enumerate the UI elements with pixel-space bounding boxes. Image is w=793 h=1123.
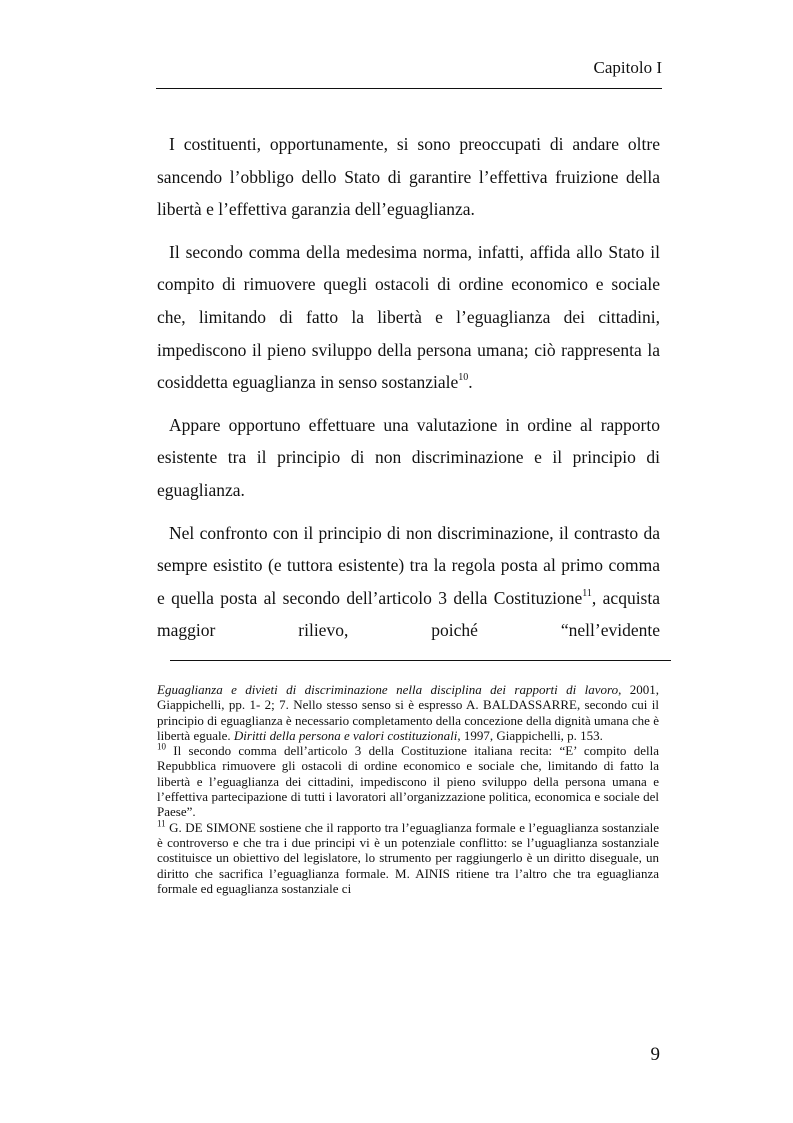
footnote-cont-text-1: , 2001, Giappichelli, pp. 1- 2; 7. Nello stesso senso si è espresso A. BALDASSARRE, secondo cui il principio di eguaglianza è necessario completamento della concezione della dignità umana che è libertà eguale. <box>157 682 659 743</box>
footnote-10-text: Il secondo comma dell’articolo 3 della Costituzione italiana recita: “E’ compito della Repubblica rimuovere gli ostacoli di ordine economico e sociale che, limitando di fatto la libertà e l’eguaglianza dei cittadini, impediscono il pieno sviluppo della persona umana e l’effettiva partecipazione di tutti i lavoratori all’organizzazione politica, economica e sociale del Paese”. <box>157 743 659 820</box>
footnote-cont-text-2: , 1997, Giappichelli, p. 153. <box>457 727 603 743</box>
paragraph-4 <box>157 517 660 647</box>
paragraph-4-text: Nel confronto con il principio di non discriminazione, il contrasto da sempre esistito (e tuttora esistente) tra la regola posta al primo comma e quella posta al secondo dell’articolo 3 della Costituzione <box>157 522 660 608</box>
footnote-ref-10: 10 <box>458 372 469 384</box>
paragraph-2-end: . <box>468 372 473 393</box>
footnote-11 <box>157 820 659 896</box>
footnote-10 <box>157 743 659 819</box>
footnote-rule <box>170 660 671 661</box>
paragraph-1-text: I costituenti, opportunamente, si sono preoccupati di andare oltre sancendo l’obbligo dello Stato di garantire l’effettiva fruizione della libertà e l’effettiva garanzia dell’eguaglianza. <box>157 134 660 220</box>
paragraph-3 <box>157 409 660 507</box>
footnote-cont-title: Eguaglianza e divieti di discriminazione nella disciplina dei rapporti di lavoro <box>157 682 619 697</box>
paragraph-2 <box>157 236 660 399</box>
body-text <box>157 128 660 657</box>
running-header: Capitolo I <box>593 58 662 77</box>
paragraph-2-text: Il secondo comma della medesima norma, infatti, affida allo Stato il compito di rimuovere quegli ostacoli di ordine economico e sociale che, limitando di fatto la libertà e l’eguaglianza dei cittadini, impediscono il pieno sviluppo della persona umana; ciò rappresenta la cosiddetta eguaglianza in senso sostanziale <box>157 241 660 393</box>
footnote-11-number: 11 <box>157 818 166 829</box>
page-number: 9 <box>650 1044 660 1065</box>
footnote-11-text: G. DE SIMONE sostiene che il rapporto tra l’eguaglianza formale e l’eguaglianza sostanziale è controverso e che tra i due principi vi è un potenziale conflitto: se l’uguaglianza sostanziale costituisce un obiettivo del legislatore, lo strumento per raggiungerlo è un diritto diseguale, un diritto che sacrifica l’eguaglianza formale. M. AINIS ritiene tra l’altro che tra eguaglianza formale ed eguaglianza sostanziale ci <box>157 819 659 896</box>
paragraph-4-continuation: , acquista maggior rilievo, poiché “nell’evidente <box>157 587 661 641</box>
header-rule <box>156 88 662 89</box>
footnote-cont-title-2: Diritti della persona e valori costituzionali <box>233 727 458 743</box>
footnote-10-number: 10 <box>157 741 166 752</box>
paragraph-3-text: Appare opportuno effettuare una valutazione in ordine al rapporto esistente tra il principio di non discriminazione e il principio di eguaglianza. <box>157 414 660 500</box>
footnote-continued <box>157 682 659 743</box>
footnote-ref-11: 11 <box>582 587 592 599</box>
paragraph-1 <box>157 128 660 226</box>
footnotes <box>157 682 659 896</box>
